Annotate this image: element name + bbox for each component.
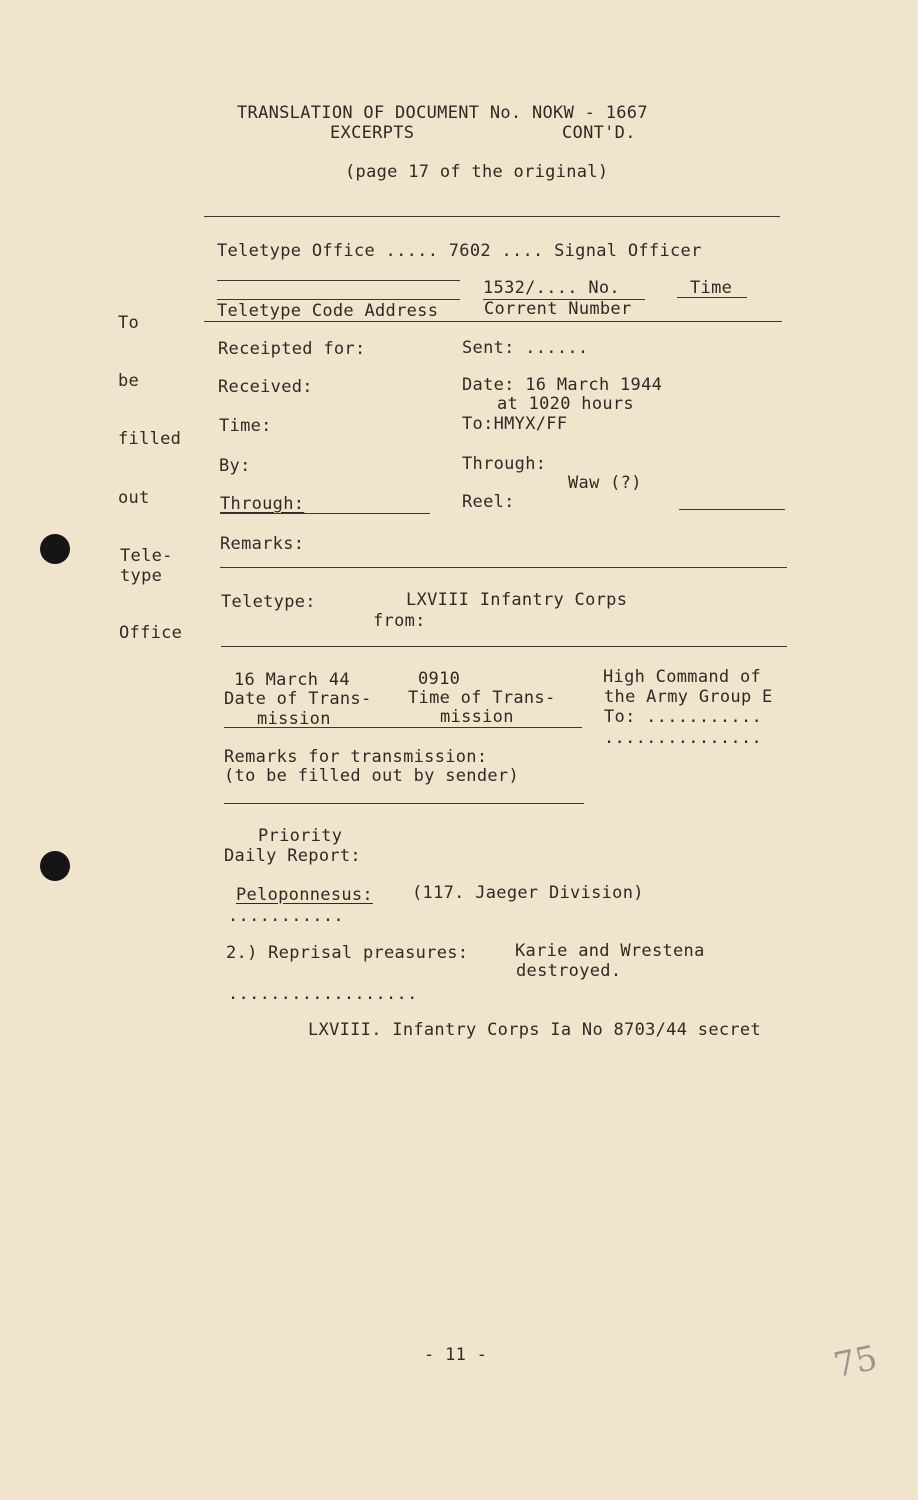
through-right-label: Through:	[462, 454, 547, 474]
sent-label: Sent: ......	[462, 338, 589, 358]
divider	[220, 567, 787, 568]
time-field-label: Time:	[219, 416, 272, 436]
teletype-office-line: Teletype Office ..... 7602 .... Signal Officer	[217, 241, 702, 261]
field-line	[677, 297, 747, 298]
transmission-date: 16 March 44	[234, 670, 350, 690]
side-label-filled: filled	[118, 429, 182, 449]
region-label: Peloponnesus:	[236, 885, 373, 905]
field-line	[679, 509, 785, 510]
time-label: Time	[690, 278, 733, 298]
document-title: TRANSLATION OF DOCUMENT No. NOKW - 1667	[237, 103, 648, 123]
receipted-for-label: Receipted for:	[218, 339, 366, 359]
transmission-date-label: Date of Trans-	[224, 689, 372, 709]
by-label: By:	[219, 456, 251, 476]
transmission-time-label2: mission	[440, 707, 514, 727]
to-value: To:HMYX/FF	[462, 414, 568, 434]
divider	[204, 216, 780, 217]
field-line	[217, 299, 460, 300]
side-label-to: To	[118, 313, 140, 333]
remarks-label: Remarks:	[220, 534, 305, 554]
transmission-time: 0910	[418, 669, 461, 689]
through-value: Waw (?)	[568, 473, 642, 493]
hours-value: at 1020 hours	[497, 394, 634, 414]
recipient-dots: ...............	[604, 728, 763, 748]
from-label: from:	[373, 611, 426, 631]
divider	[224, 803, 584, 804]
punch-hole	[40, 851, 70, 881]
received-label: Received:	[218, 377, 313, 397]
recipient-to: To: ...........	[604, 707, 763, 727]
priority-label: Priority	[258, 826, 343, 846]
date-value: Date: 16 March 1944	[462, 375, 663, 395]
side-label-be: be	[118, 371, 140, 391]
recipient-line2: the Army Group E	[604, 687, 773, 707]
daily-report-label: Daily Report:	[224, 846, 361, 866]
divider	[204, 321, 782, 322]
transmission-time-label: Time of Trans-	[408, 688, 556, 708]
reel-label: Reel:	[462, 492, 515, 512]
transmission-date-label2: mission	[257, 709, 331, 729]
teletype-label: Teletype:	[221, 592, 316, 612]
pencil-mark: 75	[830, 1337, 881, 1387]
field-line	[224, 727, 582, 728]
remarks-sender-note: (to be filled out by sender)	[224, 766, 519, 786]
remarks-transmission-label: Remarks for transmission:	[224, 747, 488, 767]
divider	[221, 646, 787, 647]
ellipsis-dots: ..................	[228, 984, 418, 1004]
sender-unit: LXVIII Infantry Corps	[406, 590, 628, 610]
excerpts-label: EXCERPTS	[330, 123, 415, 143]
field-line	[220, 513, 430, 514]
page-reference: (page 17 of the original)	[345, 162, 609, 182]
field-line	[217, 280, 460, 281]
side-label-tele: Tele-	[120, 546, 173, 566]
signature-line: LXVIII. Infantry Corps Ia No 8703/44 secret	[308, 1020, 761, 1040]
contd-label: CONT'D.	[562, 123, 636, 143]
side-label-office: Office	[119, 623, 183, 643]
item2-text: Karie and Wrestena	[515, 941, 705, 961]
side-label-type: type	[120, 566, 163, 586]
current-number-label: Corrent Number	[484, 299, 632, 319]
division-label: (117. Jaeger Division)	[412, 883, 644, 903]
ellipsis-dots: ...........	[228, 906, 344, 926]
through-left-label: Through:	[220, 494, 305, 514]
recipient-line1: High Command of	[603, 667, 762, 687]
side-label-out: out	[118, 488, 150, 508]
punch-hole	[40, 534, 70, 564]
code-address-label: Teletype Code Address	[217, 301, 439, 321]
item2-text-cont: destroyed.	[516, 961, 622, 981]
item2-label: 2.) Reprisal preasures:	[226, 943, 469, 963]
page-number: - 11 -	[424, 1345, 488, 1365]
current-number-value: 1532/.... No.	[483, 278, 620, 298]
